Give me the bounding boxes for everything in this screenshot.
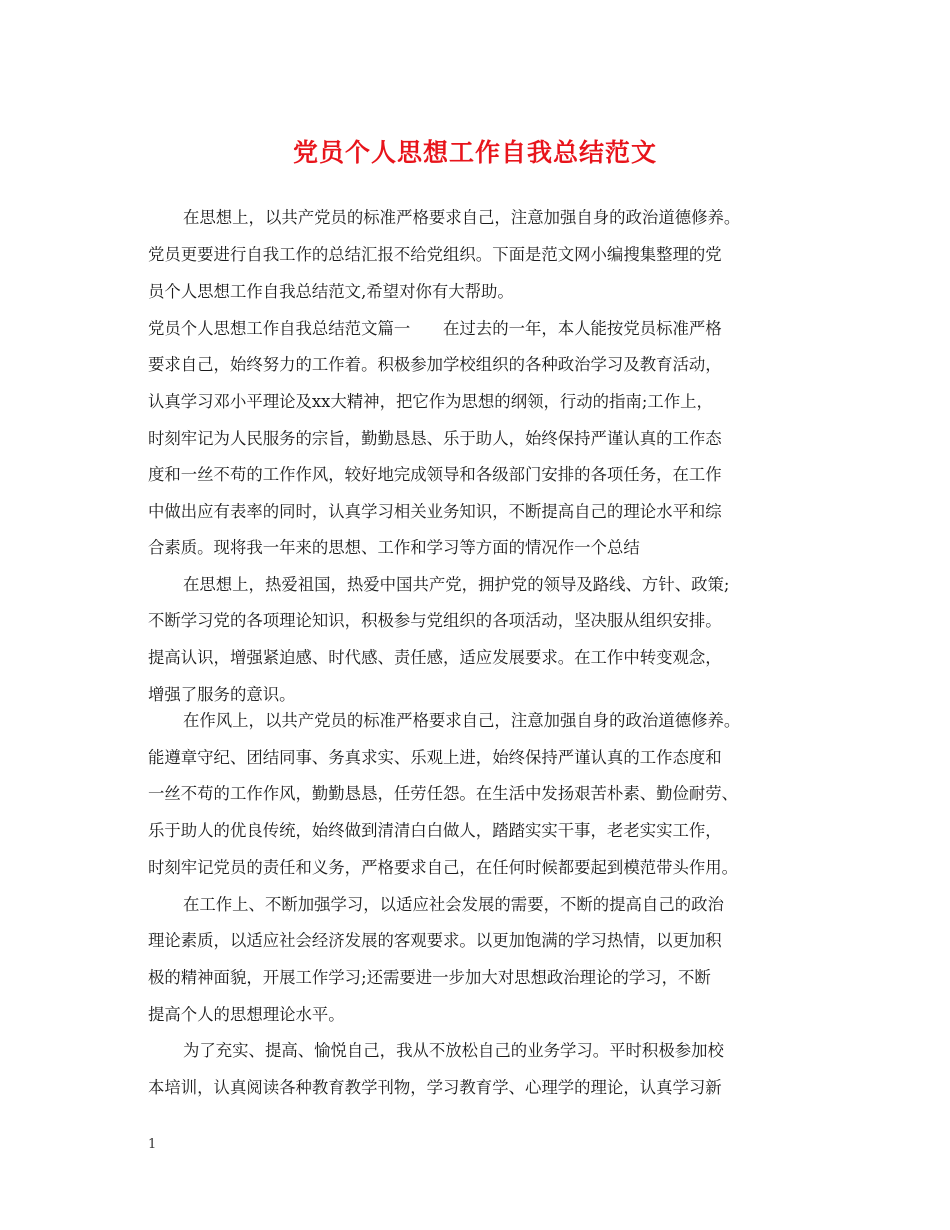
body-line: 乐于助人的优良传统，始终做到清清白白做人，踏踏实实干事，老老实实工作， (148, 821, 722, 840)
body-line: 为了充实、提高、愉悦自己，我从不放松自己的业务学习。平时积极参加校 (183, 1041, 724, 1060)
body-line: 理论素质，以适应社会经济发展的客观要求。以更加饱满的学习热情，以更加积 (148, 931, 722, 950)
body-line: 时刻牢记党员的责任和义务，严格要求自己，在任何时候都要起到模范带头作用。 (148, 858, 739, 877)
body-line: 时刻牢记为人民服务的宗旨，勤勤恳恳、乐于助人，始终保持严谨认真的工作态 (148, 429, 722, 448)
body-line: 度和一丝不苟的工作作风，较好地完成领导和各级部门安排的各项任务，在工作 (148, 465, 722, 484)
body-line: 极的精神面貌，开展工作学习;还需要进一步加大对思想政治理论的学习，不断 (148, 968, 711, 987)
body-line: 本培训，认真阅读各种教育教学刊物，学习教育学、心理学的理论，认真学习新 (148, 1078, 722, 1097)
body-line: 提高个人的思想理论水平。 (148, 1005, 345, 1024)
body-line: 合素质。现将我一年来的思想、工作和学习等方面的情况作一个总结 (148, 538, 640, 557)
body-line: 在工作上、不断加强学习，以适应社会发展的需要，不断的提高自己的政治 (183, 895, 724, 914)
body-line: 提高认识，增强紧迫感、时代感、责任感，适应发展要求。在工作中转变观念， (148, 648, 722, 667)
body-line: 不断学习党的各项理论知识，积极参与党组织的各项活动，坚决服从组织安排。 (148, 611, 722, 630)
body-line: 中做出应有表率的同时，认真学习相关业务知识，不断提高自己的理论水平和综 (148, 502, 722, 521)
body-line: 一丝不苟的工作作风，勤勤恳恳，任劳任怨。在生活中发扬艰苦朴素、勤俭耐劳、 (148, 784, 739, 803)
body-line: 在思想上，以共产党员的标准严格要求自己，注意加强自身的政治道德修养。 (183, 208, 741, 227)
body-line: 员个人思想工作自我总结范文,希望对你有大帮助。 (148, 282, 514, 301)
body-line: 认真学习邓小平理论及xx大精神，把它作为思想的纲领，行动的指南;工作上， (148, 392, 713, 411)
document-title: 党员个人思想工作自我总结范文 (292, 138, 657, 167)
body-line: 要求自己，始终努力的工作着。积极参加学校组织的各种政治学习及教育活动， (148, 355, 722, 374)
body-line: 在作风上，以共产党员的标准严格要求自己，注意加强自身的政治道德修养。 (183, 711, 741, 730)
body-line: 能遵章守纪、团结同事、务真求实、乐观上进，始终保持严谨认真的工作态度和 (148, 748, 722, 767)
body-line: 党员个人思想工作自我总结范文篇一 在过去的一年，本人能按党员标准严格 (148, 319, 722, 338)
body-line: 在思想上，热爱祖国，热爱中国共产党，拥护党的领导及路线、方针、政策; (183, 575, 730, 594)
body-line: 党员更要进行自我工作的总结汇报不给党组织。下面是范文网小编搜集整理的党 (148, 245, 722, 264)
page-number: 1 (148, 1137, 157, 1152)
body-line: 增强了服务的意识。 (148, 685, 296, 704)
